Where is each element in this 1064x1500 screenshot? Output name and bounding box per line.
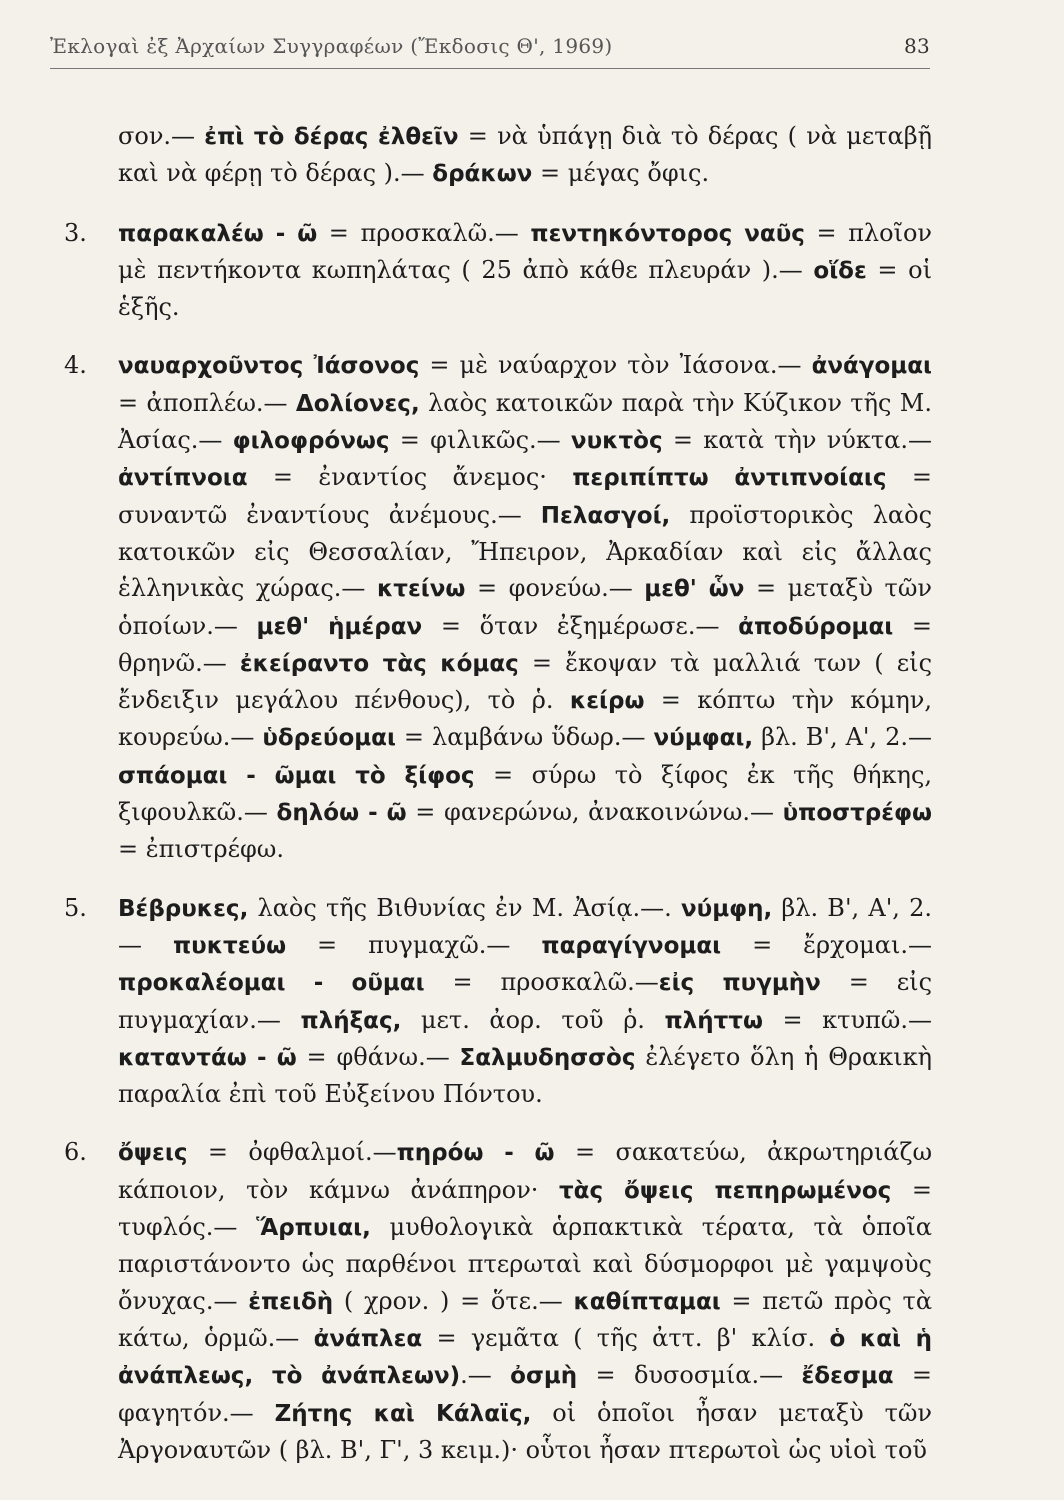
paragraph-number: 3. xyxy=(64,218,87,247)
definition-text: προϊστορικὸς λαὸς κατοικῶν εἰς Θεσσαλίαν, Ἤπειρον, Ἀρκαδίαν καὶ εἰς ἄλλας ἑλληνικὰς χώρας.— xyxy=(118,500,933,603)
headword: παραγίγνομαι xyxy=(541,932,722,959)
headword: πηρόω - ῶ xyxy=(396,1140,555,1167)
definition-text: οἱ ὁποῖοι ἦσαν μεταξὺ τῶν Ἀργοναυτῶν ( βλ. Β', Γ', 3 κειμ.)· οὗτοι ἦσαν πτερωτοὶ ὡς υἱοὶ τοῦ xyxy=(118,1398,932,1464)
headword: κείρω xyxy=(569,688,645,715)
headword: ἀντίπνοια xyxy=(118,465,248,492)
paragraph-number: 5. xyxy=(64,893,87,922)
headword: ὄψεις xyxy=(118,1140,188,1167)
headword: Πελασγοί, xyxy=(540,502,671,529)
headword: δράκων xyxy=(432,161,533,188)
definition-text: = θρηνῶ.— xyxy=(118,611,933,677)
headword: μεθ' ὧν xyxy=(644,576,745,603)
glossary-paragraph xyxy=(50,347,932,867)
headword: ἀνάγομαι xyxy=(811,353,932,380)
definition-text: = λαμβάνω ὕδωρ.— xyxy=(395,723,654,752)
headword: ἀνάπλεα xyxy=(313,1325,423,1352)
definition-text: = προσκαλῶ.— xyxy=(317,218,531,247)
definition-text: = ἐπιστρέφω. xyxy=(118,835,285,864)
headword: ἐπὶ τὸ δέρας ἐλθεῖν xyxy=(204,124,459,150)
paragraph-number: 4. xyxy=(64,351,87,380)
definition-text: = συναντῶ ἐναντίους ἀνέμους.— xyxy=(118,463,932,529)
headword: ἐπειδὴ xyxy=(248,1288,334,1315)
headword: πλήξας, xyxy=(300,1007,402,1034)
glossary-paragraph xyxy=(50,215,932,326)
definition-text: = ἀποπλέω.— xyxy=(118,388,296,417)
headword: σπάομαι - ῶμαι τὸ ξίφος xyxy=(118,762,475,789)
definition-text: = σακατεύω, ἀκρωτηριάζω κάποιον, τὸν κάμνω ἀνάπηρον· xyxy=(118,1138,933,1204)
headword: πεντηκόντορος ναῦς xyxy=(530,220,805,247)
definition-text: = μὲ ναύαρχον τὸν Ἰάσονα.— xyxy=(419,351,812,380)
headword: δηλόω - ῶ xyxy=(276,800,407,827)
definition-text: = μεταξὺ τῶν ὁποίων.— xyxy=(118,574,932,640)
definition-text: ( χρον. ) = ὅτε.— xyxy=(333,1286,574,1315)
definition-text: = κατὰ τὴν νύκτα.— xyxy=(662,426,932,455)
definition-text: = πυγμαχῶ.— xyxy=(286,930,542,959)
glossary-paragraph xyxy=(50,118,932,193)
definition-text: = ὀφθαλμοί.— xyxy=(187,1138,397,1167)
definition-text: .— xyxy=(460,1361,511,1390)
headword: ναυαρχοῦντος Ἰάσονος xyxy=(118,353,420,380)
definition-text: = πλοῖον μὲ πεντήκοντα κωπηλάτας ( 25 ἀπὸ κάθε πλευράν ).— xyxy=(118,218,933,284)
definition-text: = δυσοσμία.— xyxy=(577,1361,802,1390)
headword: καθίπταμαι xyxy=(573,1288,721,1315)
headword: κτείνω xyxy=(376,576,466,603)
definition-text: = τυφλός.— xyxy=(118,1175,932,1242)
definition-text: = κτυπῶ.— xyxy=(762,1005,932,1034)
headword: ἀποδύρομαι xyxy=(738,613,894,640)
headword: οἵδε xyxy=(813,257,867,284)
headword: ἔδεσμα xyxy=(801,1363,894,1390)
definition-text: βλ. Β', Α', 2.— xyxy=(753,723,932,752)
running-header xyxy=(50,34,930,58)
definition-text: λαὸς κατοικῶν παρὰ τὴν Κύζικον τῆς Μ. Ἀσίας.— xyxy=(118,388,932,455)
headword: τὰς ὄψεις πεπηρωμένος xyxy=(559,1177,892,1204)
headword: Ζήτης καὶ Κάλαϊς, xyxy=(274,1400,532,1427)
headword: παρακαλέω - ῶ xyxy=(118,220,318,247)
headword: Σαλμυδησσὸς xyxy=(459,1044,636,1071)
headword: πλήττω xyxy=(664,1007,763,1034)
headword: πυκτεύω xyxy=(172,932,287,959)
definition-text: λαὸς τῆς Βιθυνίας ἐν Μ. Ἀσίᾳ.—. xyxy=(248,893,681,922)
definition-text: = φανερώνω, ἀνακοινώνω.— xyxy=(406,798,783,827)
definition-text: σον.— xyxy=(118,122,205,150)
definition-text: = πετῶ πρὸς τὰ κάτω, ὁρμῶ.— xyxy=(118,1286,933,1352)
definition-text: μυθολογικὰ ἁρπακτικὰ τέρατα, τὰ ὁποῖα παριστάνοντο ὡς παρθένοι πτερωταὶ καὶ δύσμορφοι μὲ γαμψοὺς ὄνυχας.— xyxy=(118,1213,932,1315)
definition-text: μετ. ἀορ. τοῦ ῥ. xyxy=(401,1005,665,1034)
definition-text: = μέγας ὄφις. xyxy=(532,159,710,188)
headword: ἐκείραντο τὰς κόμας xyxy=(239,650,519,677)
page-number: 83 xyxy=(903,34,930,58)
headword: Ἅρπυιαι, xyxy=(256,1215,371,1242)
glossary-body xyxy=(50,118,932,1468)
headword: ὀσμὴ xyxy=(510,1363,578,1390)
headword: νυκτὸς xyxy=(570,428,663,455)
header-rule xyxy=(50,68,930,69)
definition-text: = νὰ ὑπάγῃ διὰ τὸ δέρας ( νὰ μεταβῇ καὶ νὰ φέρῃ τὸ δέρας ).— xyxy=(118,122,932,188)
headword: ὑδρεύομαι xyxy=(262,725,396,752)
definition-text: = φιλικῶς.— xyxy=(389,426,571,455)
paragraph-number: 6. xyxy=(64,1138,87,1167)
glossary-paragraph xyxy=(50,1134,932,1468)
definition-text: = ἐναντίος ἄνεμος· xyxy=(247,463,573,492)
definition-text: = σύρω τὸ ξίφος ἐκ τῆς θήκης, ξιφουλκῶ.— xyxy=(118,760,933,827)
definition-text: = φονεύω.— xyxy=(465,574,645,603)
headword: περιπίπτω ἀντιπνοίαις xyxy=(572,465,887,492)
headword: φιλοφρόνως xyxy=(232,428,390,455)
headword: νύμφη, xyxy=(681,895,773,922)
definition-text: = ἔρχομαι.— xyxy=(721,930,932,959)
headword: μεθ' ἡμέραν xyxy=(256,613,423,640)
definition-text: = γεμᾶτα ( τῆς ἀττ. β' κλίσ. xyxy=(422,1323,830,1352)
headword: ὁ καὶ ἡ ἀνάπλεως, τὸ ἀνάπλεων) xyxy=(118,1325,933,1390)
definition-text: = ἔκοψαν τὰ μαλλιά των ( εἰς ἔνδειξιν μεγάλου πένθους), τὸ ῥ. xyxy=(118,648,933,715)
glossary-paragraph xyxy=(50,890,932,1113)
definition-text: = προσκαλῶ.— xyxy=(424,968,659,997)
running-title: Ἐκλογαὶ ἐξ Ἀρχαίων Συγγραφέων (Ἔκδοσις Θ', 1969) xyxy=(50,34,613,58)
definition-text: = κόπτω τὴν κόμην, κουρεύω.— xyxy=(118,686,933,752)
definition-text: = οἱ ἑξῆς. xyxy=(118,255,932,322)
definition-text: ἐλέγετο ὅλη ἡ Θρακικὴ παραλία ἐπὶ τοῦ Εὐξείνου Πόντου. xyxy=(118,1042,933,1109)
headword: νύμφαι, xyxy=(653,725,754,752)
headword: καταντάω - ῶ xyxy=(118,1044,297,1071)
definition-text: = ὅταν ἐξημέρωσε.— xyxy=(422,611,739,640)
headword: εἰς πυγμὴν xyxy=(658,970,821,997)
headword: ὑποστρέφω xyxy=(782,800,933,827)
definition-text: = εἰς πυγμαχίαν.— xyxy=(118,968,933,1034)
definition-text: βλ. Β', Α', 2.— xyxy=(118,893,932,959)
headword: Βέβρυκες, xyxy=(118,895,249,922)
headword: Δολίονες, xyxy=(295,390,420,417)
definition-text: = φθάνω.— xyxy=(296,1042,460,1071)
headword: προκαλέομαι - οῦμαι xyxy=(118,970,425,997)
definition-text: = φαγητόν.— xyxy=(118,1361,932,1427)
